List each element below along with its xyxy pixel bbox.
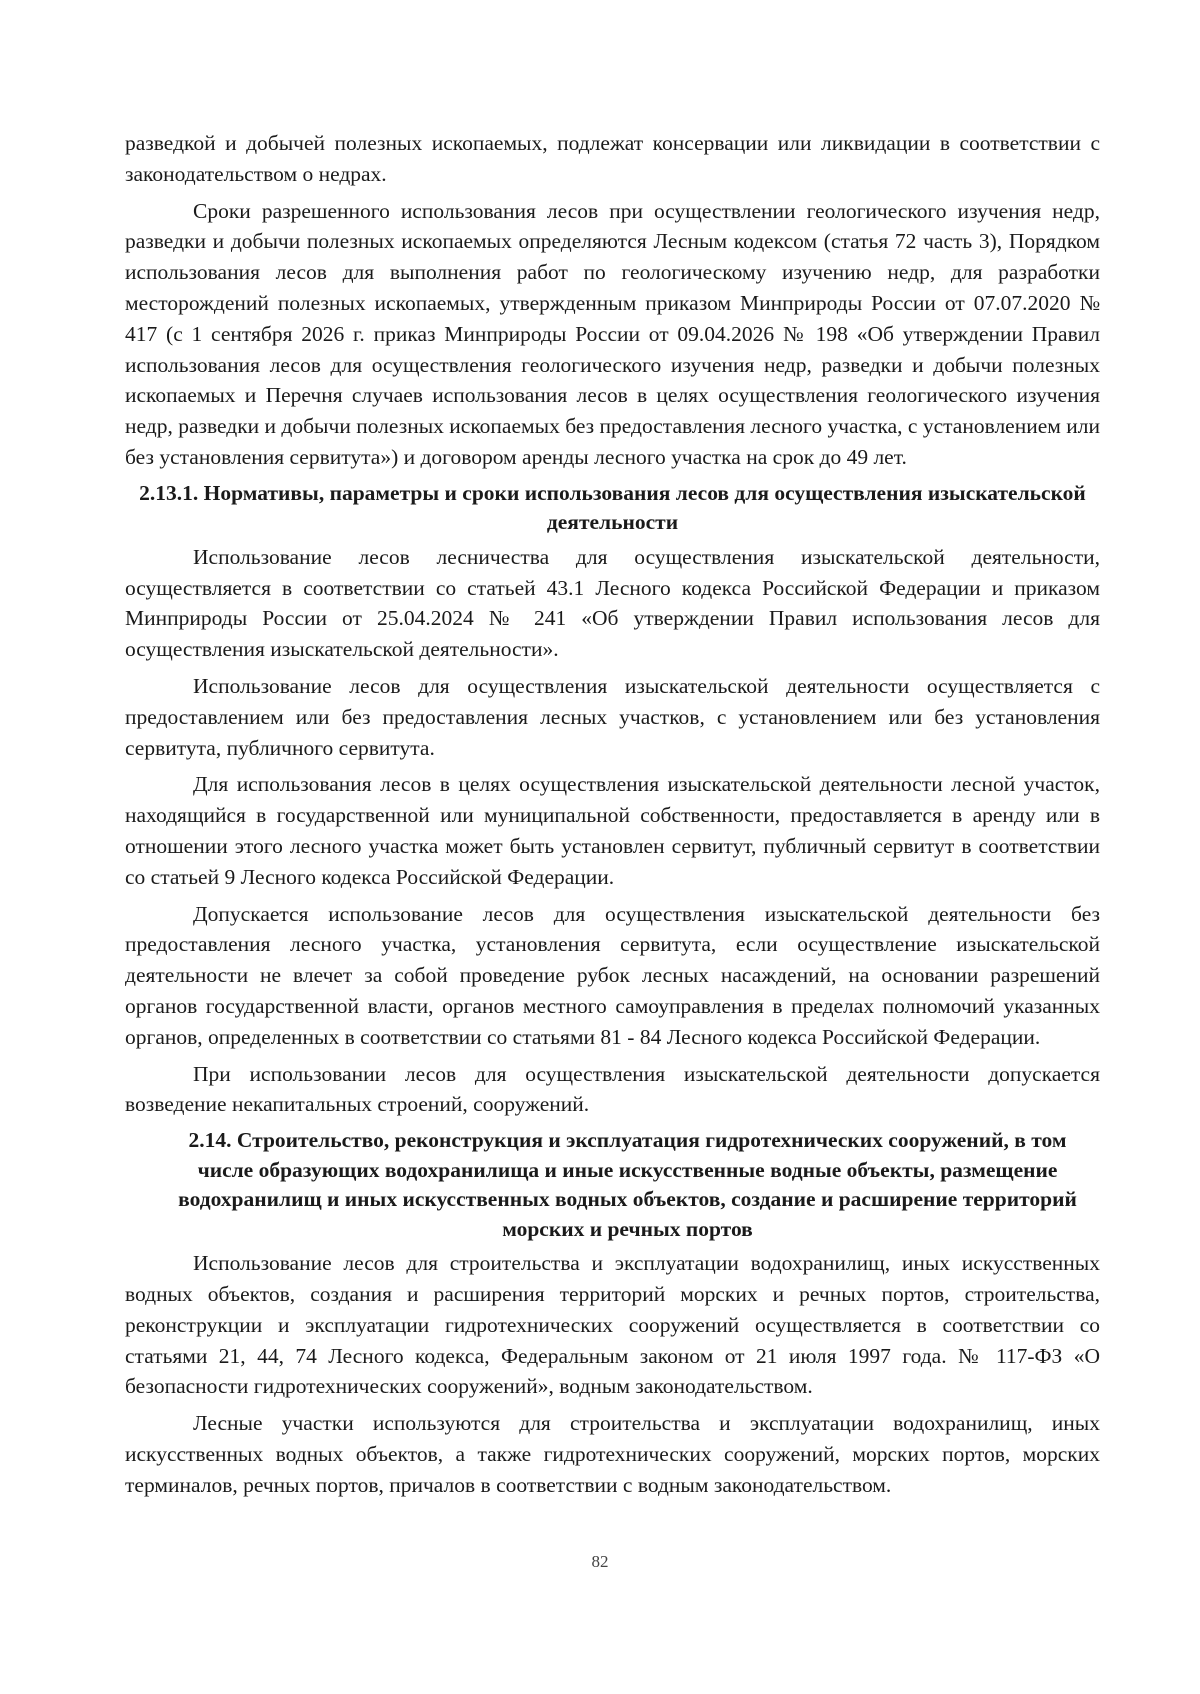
paragraph-survey-structures: При использовании лесов для осуществления изыскательской деятельности допускается возведение некапитальных строений, сооружений. (125, 1061, 1100, 1117)
paragraph-hydro-basis: Использование лесов для строительства и эксплуатации водохранилищ, иных искусственных водных объектов, создания и расширения территорий морских и речных портов, строительства, реконструкции и эксплуатации гидротехнических сооружений осуществляется в соответствии со статьями 21, 44, 74 Лесного кодекса, Федеральным законом от 21 июля 1997 года. № 117-ФЗ «О безопасности гидротехнических сооружений», водным законодательством. (125, 1251, 1100, 1399)
paragraph-terms-geology: Сроки разрешенного использования лесов при осуществлении геологического изучения недр, разведки и добычи полезных ископаемых определяются Лесным кодексом (статья 72 часть 3), Порядком использования лесов для выполнения работ по геологическому изучению недр, для разработки месторождений полезных ископаемых, утвержденным приказом Минприроды России от 07.07.2020 № 417 (с 1 сентября 2026 г. приказ Минприроды России от 09.04.2026 № 198 «Об утверждении Правил использования лесов для осуществления геологического изучения недр, разведки и добычи полезных ископаемых и Перечня случаев использования лесов в целях осуществления геологического изучения недр, разведки и добычи полезных ископаемых без предоставления лесного участка, с установлением или без установления сервитута») и договором аренды лесного участка на срок до 49 лет. (125, 198, 1100, 469)
paragraph-continuation: разведкой и добычей полезных ископаемых, подлежат консервации или ликвидации в соответствии с законодательством о недрах. (125, 131, 1100, 186)
paragraph-survey-permits: Допускается использование лесов для осуществления изыскательской деятельности без предоставления лесного участка, установления сервитута, если осуществление изыскательской деятельности не влечет за собой проведение рубок лесных насаждений, на основании разрешений органов государственной власти, органов местного самоуправления в пределах полномочий указанных органов, определенных в соответствии со статьями 81 - 84 Лесного кодекса Российской Федерации. (125, 901, 1100, 1049)
page-number: 82 (591, 1552, 609, 1571)
paragraph-survey-lease: Для использования лесов в целях осуществления изыскательской деятельности лесной участок, находящийся в государственной или муниципальной собственности, предоставляется в аренду или в отношении этого лесного участка может быть установлен сервитут, публичный сервитут в соответствии со статьей 9 Лесного кодекса Российской Федерации. (125, 772, 1100, 889)
section-heading-2-13-1: 2.13.1. Нормативы, параметры и сроки использования лесов для осуществления изыскательской деятельности (139, 480, 1086, 535)
paragraph-hydro-usage: Лесные участки используются для строительства и эксплуатации водохранилищ, иных искусственных водных объектов, а также гидротехнических сооружений, морских портов, морских терминалов, речных портов, причалов в соответствии с водным законодательством. (125, 1411, 1100, 1497)
section-heading-2-14: 2.14. Строительство, реконструкция и эксплуатация гидротехнических сооружений, в том числе образующих водохранилища и иные искусственные водные объекты, размещение водохранилищ и иных искусственных водных объектов, создание и расширение территорий морских и речных портов (178, 1128, 1077, 1241)
paragraph-survey-provision: Использование лесов для осуществления изыскательской деятельности осуществляется с предоставлением или без предоставления лесных участков, с установлением или без установления сервитута, публичного сервитута. (125, 673, 1100, 760)
document-body (125, 128, 1100, 1506)
paragraph-survey-basis: Использование лесов лесничества для осуществления изыскательской деятельности, осуществляется в соответствии со статьей 43.1 Лесного кодекса Российской Федерации и приказом Минприроды России от 25.04.2024 № 241 «Об утверждении Правил использования лесов для осуществления изыскательской деятельности». (125, 544, 1100, 662)
